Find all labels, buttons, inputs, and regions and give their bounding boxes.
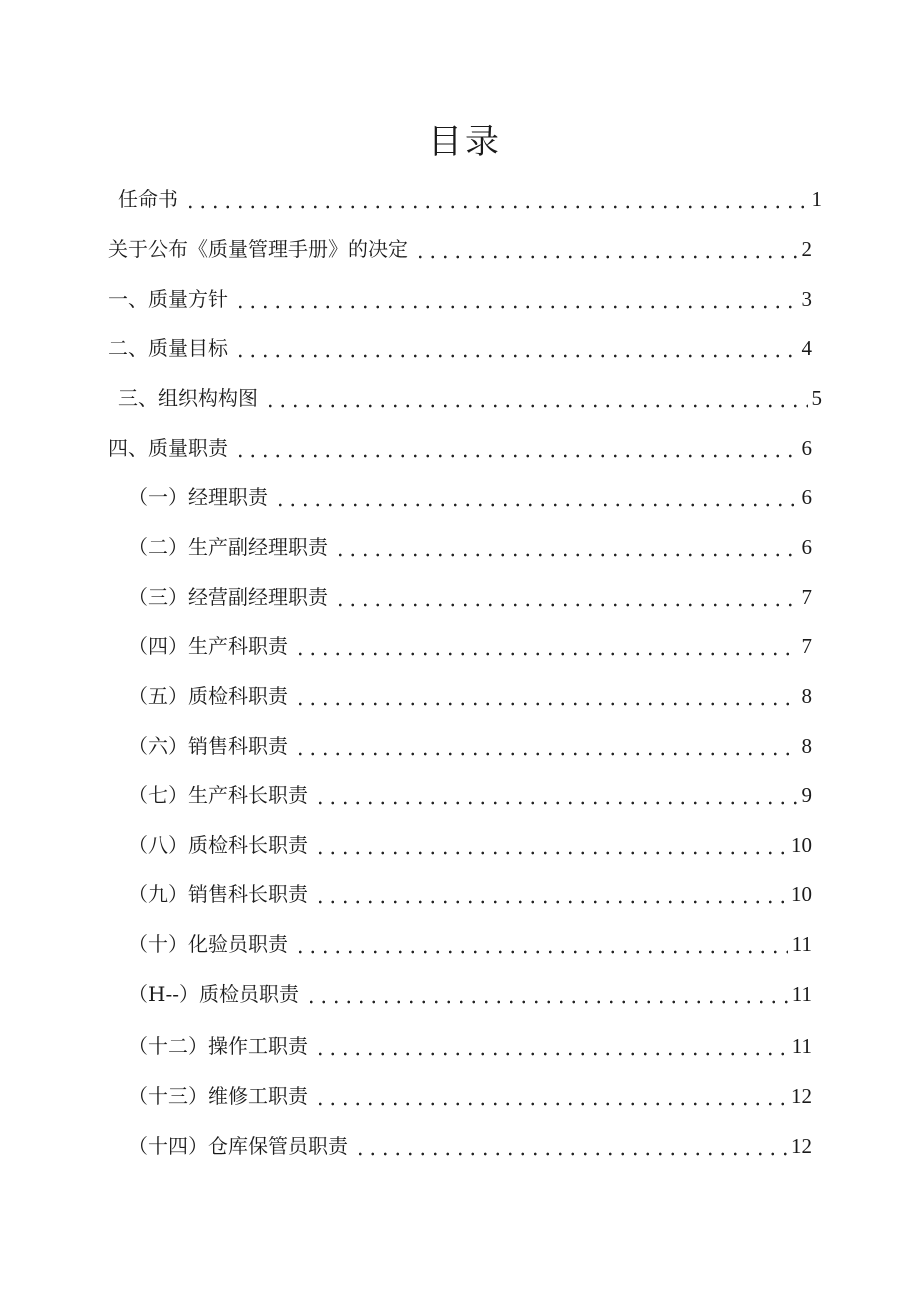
toc-entry: [108, 430, 812, 466]
toc-entry-label: （四）生产科职责: [128, 634, 288, 658]
dot-leader: [294, 628, 798, 664]
toc-entry: [128, 976, 812, 1012]
toc-entry: [128, 926, 812, 962]
dot-leader: [294, 728, 798, 764]
toc-entry-label: （三）经营副经理职责: [128, 585, 328, 609]
toc-entry-page: 6: [801, 485, 812, 509]
toc-entry-label: （H--）质检员职责: [128, 982, 299, 1006]
toc-entry: [128, 678, 812, 714]
dot-leader: [184, 181, 808, 217]
toc-entry-label: （十）化验员职责: [128, 932, 288, 956]
toc-entry-label: （十四）仓库保管员职责: [128, 1134, 348, 1158]
toc-entry: [128, 579, 812, 615]
toc-entry-page: 11: [791, 1034, 812, 1058]
toc-entry-page: 11: [791, 982, 812, 1006]
toc-entry-label: 四、质量职责: [108, 436, 228, 460]
dot-leader: [294, 678, 798, 714]
toc-entry: [108, 231, 812, 267]
toc-entry-page: 12: [791, 1134, 812, 1158]
toc-entry: [128, 728, 812, 764]
toc-entry-page: 3: [801, 287, 812, 311]
toc-entry-label: （六）销售科职责: [128, 734, 288, 758]
toc-entry-page: 8: [801, 734, 812, 758]
toc-entry-label: （十三）维修工职责: [128, 1084, 308, 1108]
toc-entry-label: 二、质量目标: [108, 336, 228, 360]
toc-entry-label: （八）质检科长职责: [128, 833, 308, 857]
dot-leader: [234, 430, 798, 466]
dot-leader: [414, 231, 798, 267]
toc-entry: [128, 1078, 812, 1114]
toc-entry: [128, 827, 812, 863]
dot-leader: [314, 827, 787, 863]
toc-entry-page: 9: [801, 783, 812, 807]
toc-entry-label: （九）销售科长职责: [128, 882, 308, 906]
dot-leader: [264, 380, 808, 416]
toc-entry-page: 1: [811, 187, 822, 211]
dot-leader: [314, 1078, 787, 1114]
dot-leader: [314, 876, 787, 912]
toc-entry-label: 任命书: [118, 187, 178, 211]
toc-entry-label: 关于公布《质量管理手册》的决定: [108, 237, 408, 261]
toc-entry-page: 4: [801, 336, 812, 360]
dot-leader: [354, 1128, 787, 1164]
toc-entry: [108, 281, 812, 317]
toc-entry: [128, 876, 812, 912]
dot-leader: [234, 281, 798, 317]
toc-entry: [128, 529, 812, 565]
toc-entry-page: 7: [801, 585, 812, 609]
toc-entry-page: 6: [801, 436, 812, 460]
toc-entry-label: 一、质量方针: [108, 287, 228, 311]
toc-entry-page: 8: [801, 684, 812, 708]
dot-leader: [334, 529, 798, 565]
toc-entry: [118, 181, 822, 217]
toc-entry: [128, 1128, 812, 1164]
toc-entry-page: 5: [811, 386, 822, 410]
toc-entry-page: 10: [791, 833, 812, 857]
toc-entry-page: 10: [791, 882, 812, 906]
toc-entry-page: 6: [801, 535, 812, 559]
toc-entry: [128, 777, 812, 813]
toc-entry-page: 11: [791, 932, 812, 956]
toc-entry-page: 7: [801, 634, 812, 658]
toc-entry-label: （十二）操作工职责: [128, 1034, 308, 1058]
toc-entry-page: 12: [791, 1084, 812, 1108]
toc-title: 目录: [428, 122, 502, 162]
toc-entry: [128, 1028, 812, 1064]
toc-entry: [108, 330, 812, 366]
toc-entry: [128, 479, 812, 515]
toc-entry-page: 2: [801, 237, 812, 261]
toc-entry: [128, 628, 812, 664]
toc-entry-label: （七）生产科长职责: [128, 783, 308, 807]
toc-entry: [118, 380, 822, 416]
dot-leader: [234, 330, 798, 366]
dot-leader: [314, 777, 798, 813]
dot-leader: [334, 579, 798, 615]
toc-entry-label: 三、组织构构图: [118, 386, 258, 410]
dot-leader: [294, 926, 788, 962]
toc-entry-label: （一）经理职责: [128, 485, 268, 509]
dot-leader: [314, 1028, 788, 1064]
dot-leader: [274, 479, 798, 515]
toc-entry-label: （二）生产副经理职责: [128, 535, 328, 559]
dot-leader: [305, 976, 788, 1012]
toc-entry-label: （五）质检科职责: [128, 684, 288, 708]
